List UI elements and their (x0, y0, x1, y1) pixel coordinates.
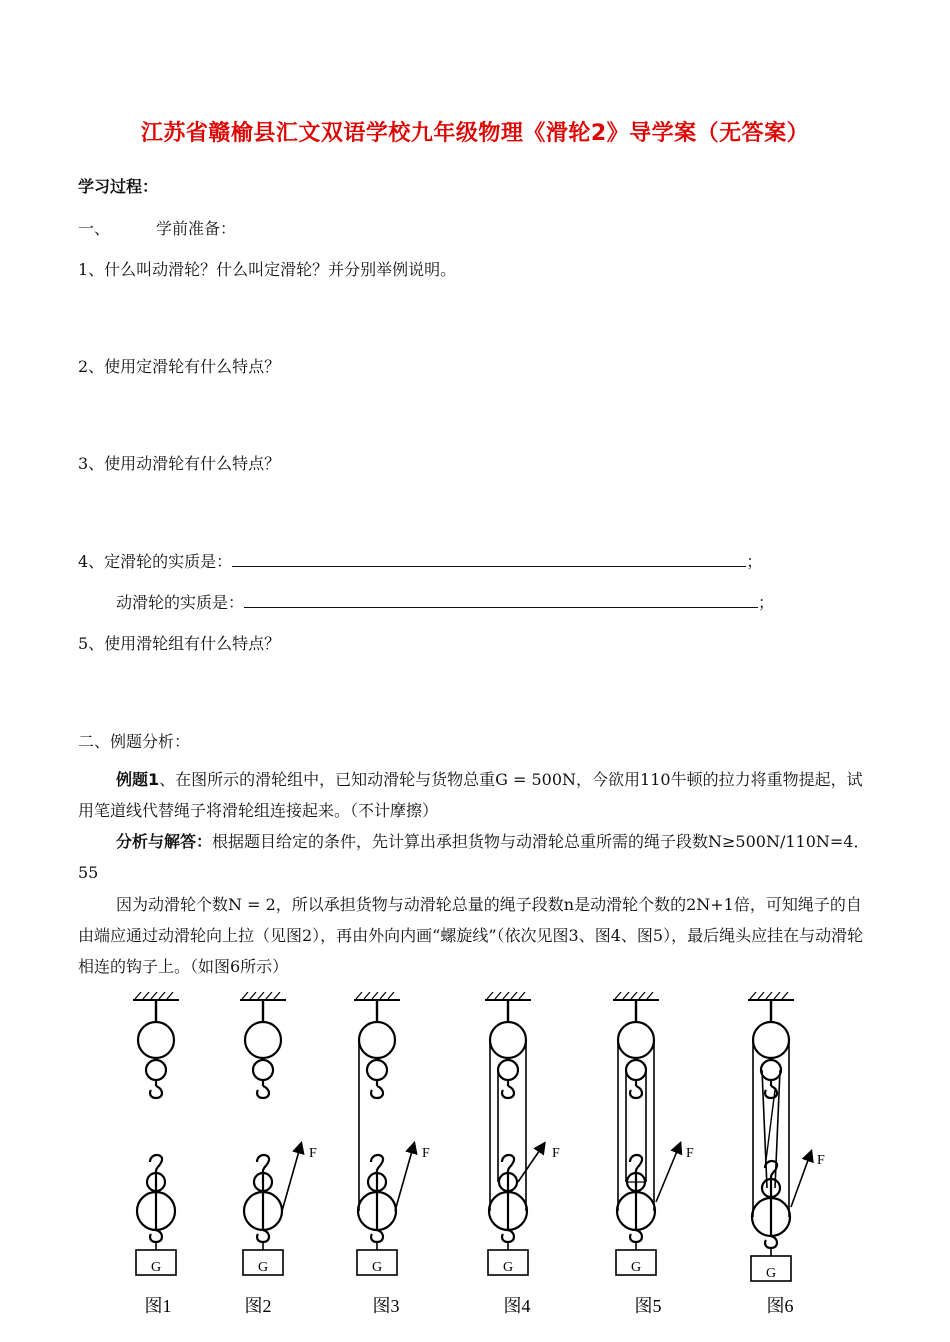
section1-label: 学前准备： (156, 219, 237, 238)
question-3: 3、使用动滑轮有什么特点？ (78, 454, 281, 473)
page-title: 江苏省赣榆县汇文双语学校九年级物理《滑轮2》导学案（无答案） (140, 121, 810, 146)
figure-1 (133, 992, 179, 1275)
question-4a-end: ； (746, 552, 763, 571)
figure-caption: 图6 (766, 1296, 794, 1316)
figure-3 (354, 992, 430, 1275)
analysis-label: 分析与解答： (116, 832, 213, 851)
question-4b-end: ； (758, 593, 775, 612)
figure-6-load-label: G (765, 1266, 777, 1281)
example-text: 、在图所示的滑轮组中，已知动滑轮与货物总重G = 500N，今欲用110牛顿的拉力将重物提起，试用笔道线代替绳子将滑轮组连接起来。（不计摩擦） (78, 770, 863, 820)
figure-4-force-label: F (552, 1146, 560, 1161)
figure-6 (748, 992, 825, 1281)
question-4a-label: 4、定滑轮的实质是： (78, 552, 233, 571)
figure-5-force-label: F (686, 1146, 694, 1161)
figure-4-load-label: G (502, 1260, 514, 1275)
figure-4 (485, 992, 560, 1275)
figure-1-load-label: G (150, 1260, 162, 1275)
section1-heading (78, 218, 236, 240)
question-4a (78, 551, 762, 573)
figure-2-force-label: F (309, 1146, 317, 1161)
figure-caption: 图5 (634, 1296, 662, 1316)
question-5: 5、使用滑轮组有什么特点？ (78, 634, 281, 653)
figure-6-force-label: F (817, 1153, 825, 1168)
figure-2 (240, 992, 317, 1275)
question-2: 2、使用定滑轮有什么特点？ (78, 357, 281, 376)
reasoning-paragraph: 因为动滑轮个数N = 2，所以承担货物与动滑轮总量的绳子段数n是动滑轮个数的2N+1倍，可知绳子的自由端应通过动滑轮向上拉（见图2），再由外向内画“螺旋线”（依次见图3、图4、图5），最后绳头应挂在与动滑轮相连的钩子上。（如图6所示） (78, 895, 864, 976)
section-process-heading: 学习过程： (78, 177, 159, 196)
figure-3-load-label: G (371, 1260, 383, 1275)
answer-blank-fixed-pulley[interactable] (232, 552, 746, 567)
pulley-figures (0, 992, 950, 1337)
question-1: 1、什么叫动滑轮？什么叫定滑轮？并分别举例说明。 (78, 260, 457, 279)
analysis-paragraph (78, 826, 876, 888)
figure-caption: 图2 (244, 1296, 272, 1316)
analysis-text: 根据题目给定的条件，先计算出承担货物与动滑轮总重所需的绳子段数N≥500N/110N=4．55 (78, 832, 870, 882)
example-paragraph (78, 764, 876, 826)
figure-caption: 图4 (503, 1296, 531, 1316)
question-4b (116, 592, 774, 614)
example-label: 例题1 (116, 770, 160, 789)
answer-blank-movable-pulley[interactable] (244, 593, 758, 608)
figure-5-load-label: G (630, 1260, 642, 1275)
figure-caption: 图1 (144, 1296, 172, 1316)
section1-number: 一、 (78, 219, 111, 238)
question-4b-label: 动滑轮的实质是： (116, 593, 245, 612)
figure-5 (613, 992, 694, 1275)
section2-heading: 二、例题分析： (78, 732, 191, 751)
figure-2-load-label: G (257, 1260, 269, 1275)
figure-caption: 图3 (372, 1296, 400, 1316)
figure-3-force-label: F (422, 1146, 430, 1161)
